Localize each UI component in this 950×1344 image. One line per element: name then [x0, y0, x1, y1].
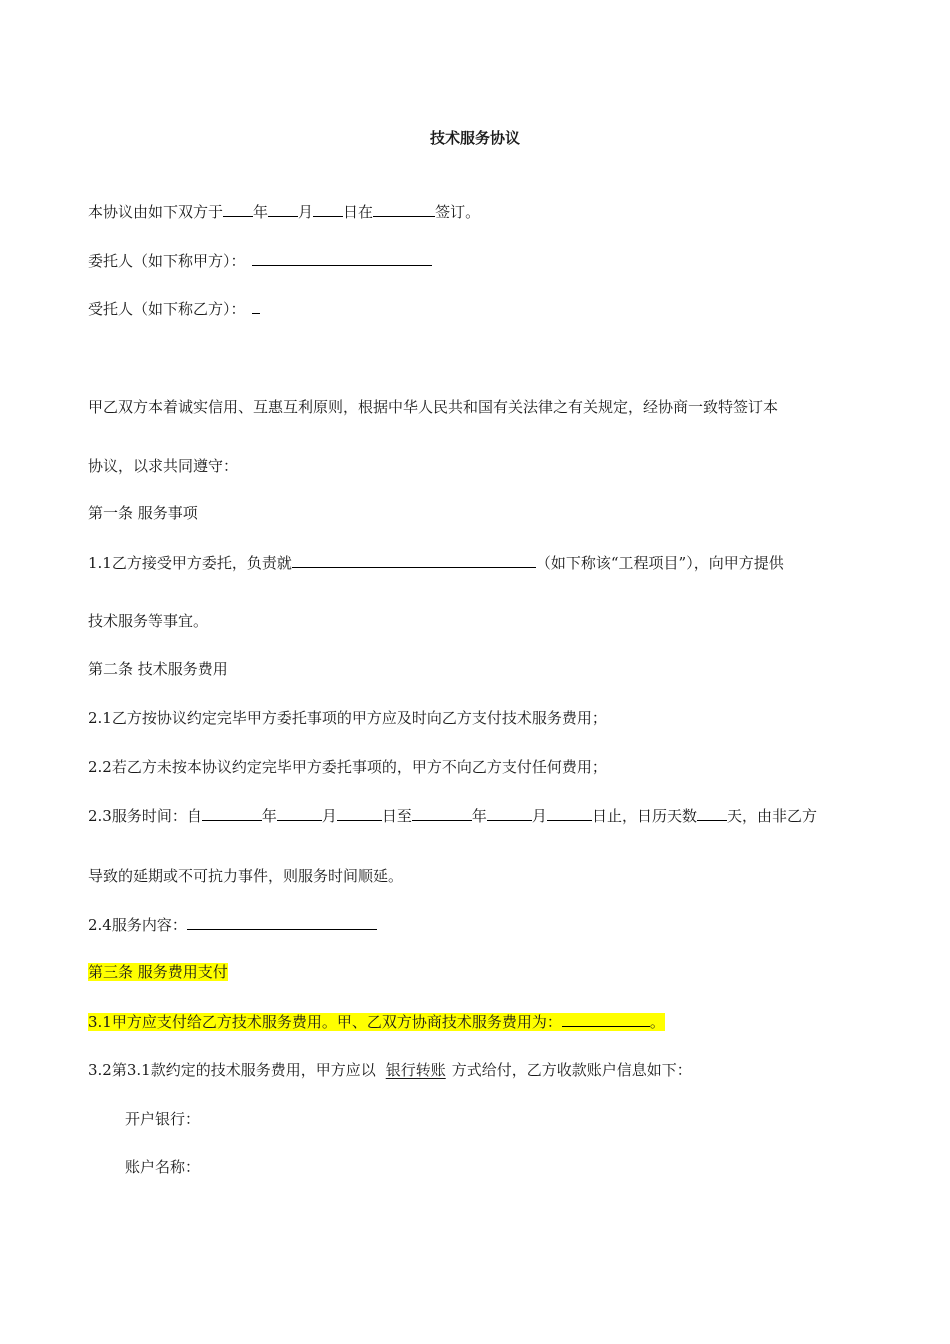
clause-2-3-prefix: 2.3服务时间：自 — [88, 807, 202, 825]
day-blank[interactable] — [313, 201, 343, 217]
party-b-line — [88, 298, 260, 319]
project-blank[interactable] — [292, 552, 536, 568]
year-blank[interactable] — [223, 201, 253, 217]
preamble-line-2: 协议，以求共同遵守： — [88, 457, 239, 475]
clause-1-1 — [88, 552, 784, 573]
clause-3-1-end: 。 — [649, 1013, 665, 1031]
party-b-label: 受托人（如下称乙方）： — [88, 300, 246, 318]
place-blank[interactable] — [373, 201, 435, 217]
article-2-heading: 第二条 技术服务费用 — [88, 660, 228, 678]
clause-3-2 — [88, 1060, 692, 1080]
start-year-blank[interactable] — [202, 805, 262, 821]
start-month-label: 月 — [321, 807, 337, 825]
clause-2-2: 2.2若乙方未按本协议约定完毕甲方委托事项的，甲方不向乙方支付任何费用； — [88, 758, 607, 776]
clause-3-1 — [88, 1011, 665, 1032]
end-day-label: 日止，日历天数 — [591, 807, 697, 825]
intro-day: 日在 — [343, 203, 374, 221]
days-blank[interactable] — [697, 805, 727, 821]
end-year-label: 年 — [471, 807, 487, 825]
party-a-label: 委托人（如下称甲方）： — [88, 252, 246, 270]
month-blank[interactable] — [268, 201, 298, 217]
clause-2-3 — [88, 805, 817, 826]
intro-year: 年 — [253, 203, 269, 221]
service-content-blank[interactable] — [187, 914, 377, 930]
end-year-blank[interactable] — [412, 805, 472, 821]
page-title: 技术服务协议 — [429, 129, 520, 147]
clause-2-4-label: 2.4服务内容： — [88, 916, 187, 934]
intro-month: 月 — [298, 203, 314, 221]
start-year-label: 年 — [261, 807, 277, 825]
account-name-label: 账户名称： — [125, 1158, 201, 1176]
clause-3-1-text: 3.1甲方应支付给乙方技术服务费用。甲、乙双方协商技术服务费用为： — [88, 1013, 562, 1031]
preamble-line-1: 甲乙双方本着诚实信用、互惠互利原则，根据中华人民共和国有关法律之有关规定，经协商一致特签订本 — [88, 398, 779, 416]
bank-label: 开户银行： — [125, 1110, 201, 1128]
clause-1-1-prefix: 1.1乙方接受甲方委托，负责就 — [88, 554, 292, 572]
payment-method: 银行转账 — [385, 1061, 446, 1079]
article-3-heading — [88, 962, 228, 982]
start-day-label: 日至 — [381, 807, 412, 825]
clause-3-2-prefix: 3.2第3.1款约定的技术服务费用，甲方应以 — [88, 1061, 376, 1079]
intro-text: 本协议由如下双方于 — [88, 203, 224, 221]
article-1-heading: 第一条 服务事项 — [88, 504, 198, 522]
end-day-blank[interactable] — [547, 805, 592, 821]
party-a-blank[interactable] — [252, 250, 432, 266]
clause-2-1: 2.1乙方按协议约定完毕甲方委托事项的甲方应及时向乙方支付技术服务费用； — [88, 709, 607, 727]
start-day-blank[interactable] — [337, 805, 382, 821]
party-a-line — [88, 250, 432, 271]
clause-1-1-line-2: 技术服务等事宜。 — [88, 612, 209, 630]
fee-amount-blank[interactable] — [562, 1011, 650, 1027]
clause-2-4 — [88, 914, 377, 935]
party-b-blank[interactable] — [252, 298, 260, 314]
end-month-blank[interactable] — [487, 805, 532, 821]
days-label: 天，由非乙方 — [726, 807, 817, 825]
start-month-blank[interactable] — [277, 805, 322, 821]
clause-3-1-highlight — [88, 1013, 665, 1031]
end-month-label: 月 — [531, 807, 547, 825]
clause-3-2-suffix: 方式给付，乙方收款账户信息如下： — [451, 1061, 692, 1079]
article-3-heading-text: 第三条 服务费用支付 — [88, 963, 228, 981]
clause-1-1-suffix: （如下称该“工程项目”），向甲方提供 — [535, 554, 784, 572]
intro-line — [88, 201, 480, 222]
clause-2-3-line-2: 导致的延期或不可抗力事件，则服务时间顺延。 — [88, 867, 404, 885]
intro-signed: 签订。 — [435, 203, 481, 221]
